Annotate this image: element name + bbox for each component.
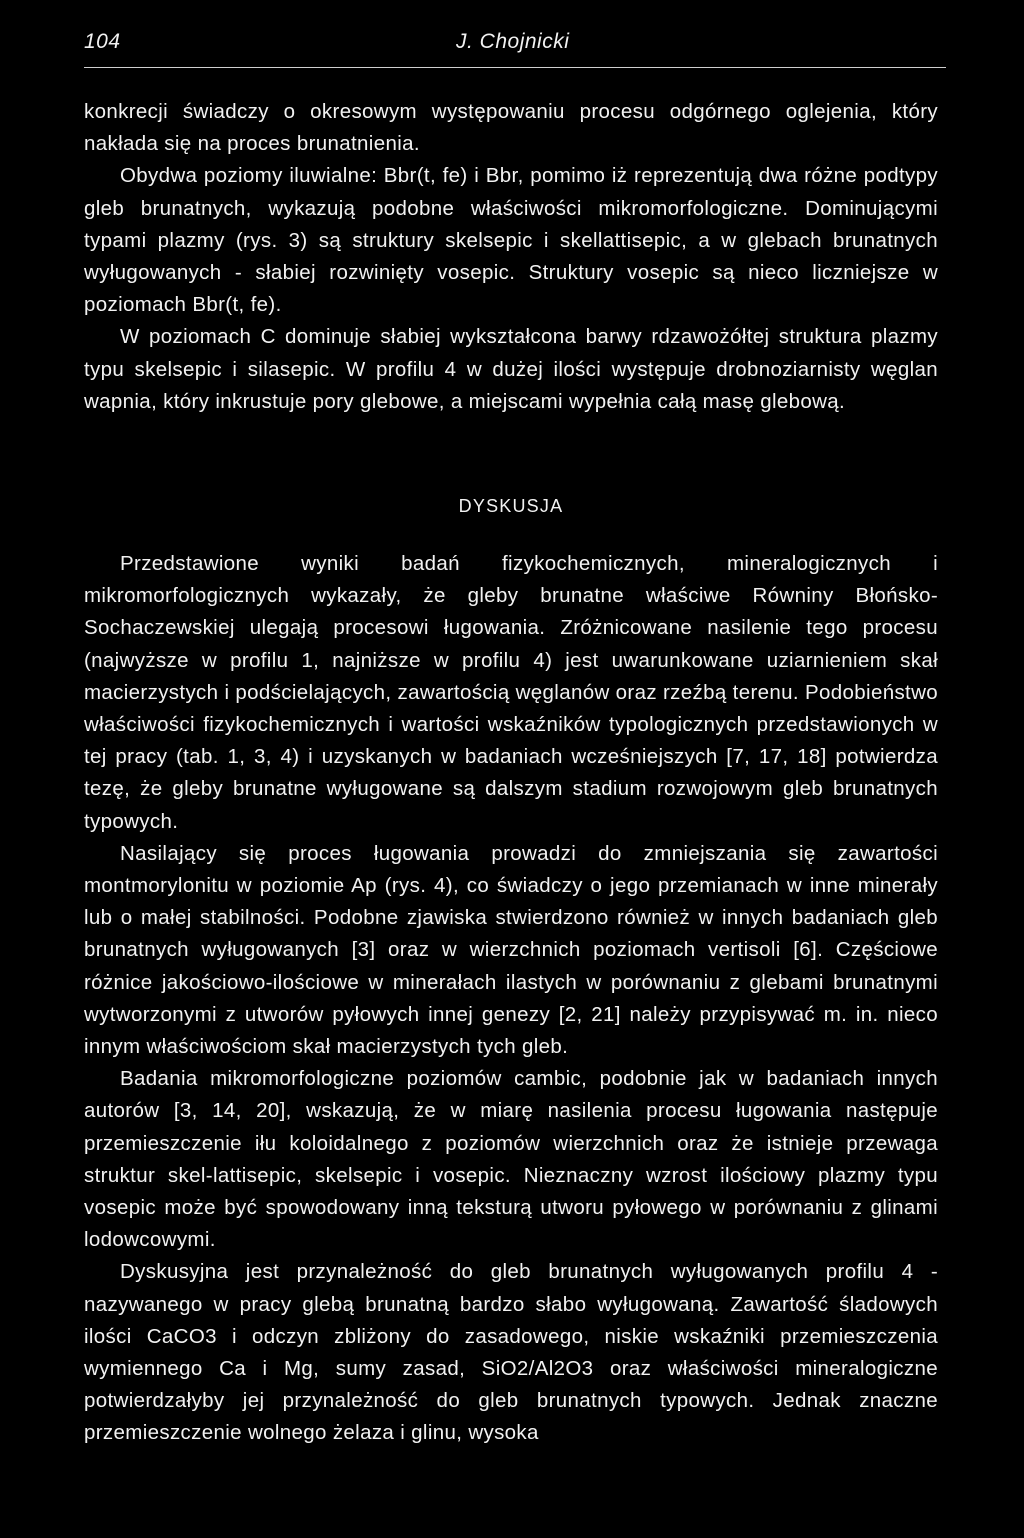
paragraph: Badania mikromorfologiczne poziomów cambic, podobnie jak w badaniach innych autorów [3, 14, 20], wskazują, że w miarę nasilenia procesu ługowania następuje przemieszczenie iłu koloidalnego z poziomów wierzchnich oraz że istnieje przewaga struktur skel-lattisepic, skelsepic i vosepic. Nieznaczny wzrost ilościowy plazmy typu vosepic może być spowodowany inną teksturą utworu pyłowego w porównaniu z glinami lodowcowymi. — [84, 1067, 938, 1252]
discussion-text-block — [84, 548, 938, 1450]
paragraph: Obydwa poziomy iluwialne: Bbr(t, fe) i Bbr, pomimo iż reprezentują dwa różne podtypy gleb brunatnych, wykazują podobne właściwości mikromorfologiczne. Dominującymi typami plazmy (rys. 3) są struktury skelsepic i skellattisepic, a w glebach brunatnych wyługowanych - słabiej rozwinięty vosepic. Struktury vosepic są nieco liczniejsze w poziomach Bbr(t, fe). — [84, 164, 938, 317]
results-text-block — [84, 96, 938, 418]
section-heading: DYSKUSJA — [458, 496, 564, 516]
paragraph: Dyskusyjna jest przynależność do gleb brunatnych wyługowanych profilu 4 - nazywanego w pracy glebą brunatną bardzo słabo wyługowaną. Zawartość śladowych ilości CaCO3 i odczyn zbliżony do zasadowego, niskie wskaźniki przemieszczenia wymiennego Ca i Mg, sumy zasad, SiO2/Al2O3 oraz właściwości mineralogiczne potwierdzałyby jej przynależność do gleb brunatnych typowych. Jednak znaczne przemieszczenie wolnego żelaza i glinu, wysoka — [84, 1260, 938, 1445]
paragraph: W poziomach C dominuje słabiej wykształcona barwy rdzawożółtej struktura plazmy typu skelsepic i silasepic. W profilu 4 w dużej ilości występuje drobnoziarnisty węglan wapnia, który inkrustuje pory glebowe, a miejscami wypełnia całą masę glebową. — [84, 325, 938, 413]
paragraph: konkrecji świadczy o okresowym występowaniu procesu odgórnego oglejenia, który nakłada się na proces brunatnienia. — [84, 100, 938, 156]
paragraph: Nasilający się proces ługowania prowadzi do zmniejszania się zawartości montmorylonitu w poziomie Ap (rys. 4), co świadczy o jego przemianach w inne minerały lub o małej stabilności. Podobne zjawiska stwierdzono również w innych badaniach gleb brunatnych wyługowanych [3] oraz w wierzchnich poziomach vertisoli [6]. Częściowe różnice jakościowo-ilościowe w minerałach ilastych w porównaniu z glebami brunatnymi wytworzonymi z utworów pyłowych innej genezy [2, 21] należy przypisywać m. in. nieco innym właściwościom skał macierzystych tych gleb. — [84, 841, 938, 1059]
paragraph: Przedstawione wyniki badań fizykochemicznych, mineralogicznych i mikromorfologicznych wykazały, że gleby brunatne właściwe Równiny Błońsko-Sochaczewskiej ulegają procesowi ługowania. Zróżnicowane nasilenie tego procesu (najwyższe w profilu 1, najniższe w profilu 4) jest uwarunkowane uziarnieniem skał macierzystych i podścielających, zawartością węglanów oraz rzeźbą terenu. Podobieństwo właściwości fizykochemicznych i wartości wskaźników typologicznych przedstawionych w tej pracy (tab. 1, 3, 4) i uzyskanych w badaniach wcześniejszych [7, 17, 18] potwierdza tezę, że gleby brunatne wyługowane są dalszym stadium rozwojowym gleb brunatnych typowych. — [84, 552, 938, 833]
running-author: J. Chojnicki — [456, 30, 570, 53]
header-rule — [84, 67, 946, 68]
running-header — [84, 30, 944, 62]
page-number: 104 — [84, 30, 121, 53]
